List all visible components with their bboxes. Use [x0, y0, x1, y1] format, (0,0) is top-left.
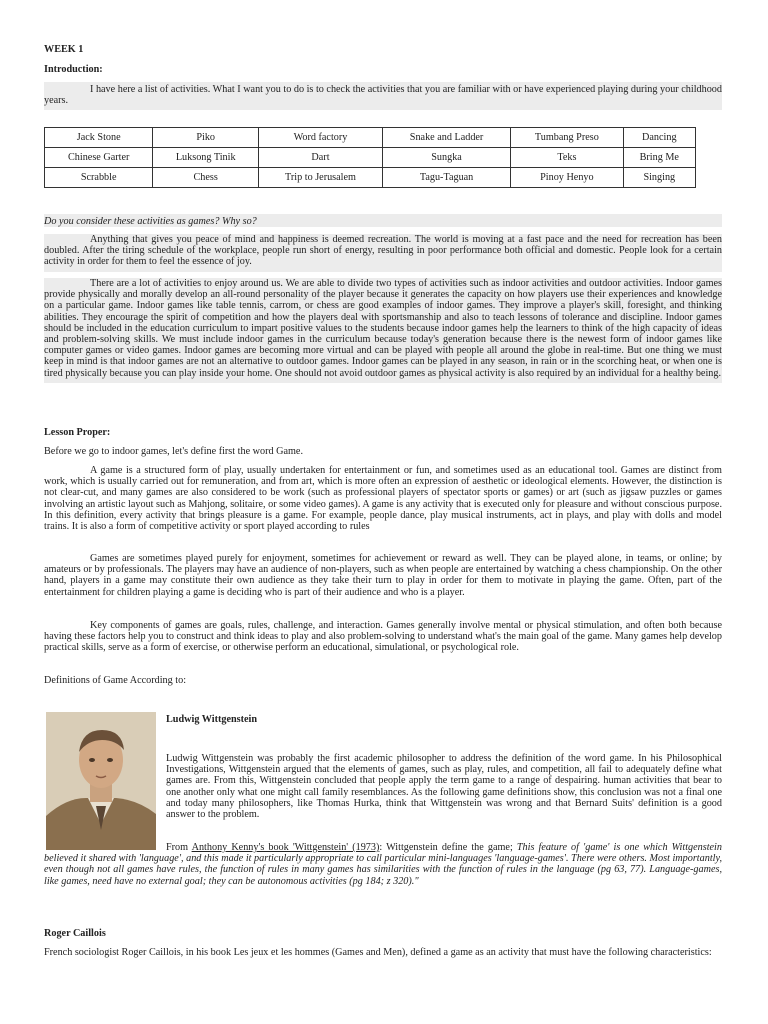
activity-cell: Tumbang Preso [511, 128, 623, 148]
intro-heading: Introduction: [44, 64, 103, 75]
activity-cell: Tagu-Taguan [382, 168, 510, 188]
caillois-paragraph: French sociologist Roger Caillois, in his book Les jeux et les hommes (Games and Men), defined a game as an activity that must have the following characteristics: [44, 947, 712, 958]
activity-cell: Piko [153, 128, 259, 148]
citation-from: From [166, 842, 189, 853]
activity-cell: Trip to Jerusalem [259, 168, 383, 188]
activity-cell: Chinese Garter [45, 148, 153, 168]
activities-row [45, 168, 696, 188]
activity-cell: Sungka [382, 148, 510, 168]
citation-quote: This feature of 'game' is one which Wittgenstein believed it shared with 'language', and this made it particularly appropriate to call particular mini-languages 'language-games'. There were others. Most importantly, even though not all games have rules, the function of rules in many games has similarities with the function of rules in the language (pg 63, 77). Language-games, like games, need have no external goal; they can be autonomous activities (pg 184; z 320)." [44, 842, 722, 887]
activities-row [45, 148, 696, 168]
activity-cell: Bring Me [623, 148, 695, 168]
activity-cell: Dancing [623, 128, 695, 148]
wittgenstein-name: Ludwig Wittgenstein [166, 714, 258, 725]
activity-cell: Chess [153, 168, 259, 188]
question-text: Do you consider these activities as games? Why so? [44, 214, 722, 227]
wittgenstein-citation [44, 842, 722, 887]
intro-text: I have here a list of activities. What I want you to do is to check the activities that you are familiar with or have experienced playing during your childhood years. [44, 82, 722, 110]
activities-row [45, 128, 696, 148]
lesson-intro: Before we go to indoor games, let's define first the word Game. [44, 446, 303, 457]
activities-table [44, 127, 696, 188]
lesson-heading: Lesson Proper: [44, 427, 111, 438]
kenny-book-link[interactable]: Anthony Kenny's book 'Wittgenstein' (1973) [191, 842, 380, 853]
lesson-paragraph-3: Key components of games are goals, rules, challenge, and interaction. Games generally involve mental or physical stimulation, and often both because having these factors help you to construct and think ideas to play and also problem-solving to understand what's the main goal of the game. Many games help develop practical skills, serve as a form of exercise, or otherwise perform an educational, simulational, or psychological role. [44, 620, 722, 654]
activity-cell: Pinoy Henyo [511, 168, 623, 188]
wittgenstein-portrait [46, 712, 156, 850]
activity-cell: Scrabble [45, 168, 153, 188]
lesson-paragraph-2: Games are sometimes played purely for enjoyment, sometimes for achievement or reward as well. They can be played alone, in teams, or online; by amateurs or by professionals. The players may have an audience of non-players, such as when people are entertained by watching a chess championship. On the other hand, players in a game may constitute their own audience as they take their turn to play in order for them to motivate in playing the game. Often, part of the entertainment for children playing a game is deciding who is part of their audience and who is a player. [44, 553, 722, 598]
lesson-paragraph-1: A game is a structured form of play, usually undertaken for entertainment or fun, and sometimes used as an educational tool. Games are distinct from work, which is usually carried out for remuneration, and from art, which is more often an expression of aesthetic or ideological elements. However, the distinction is not clear-cut, and many games are also considered to be work (such as professional players of spectator sports or games) or art (such as jigsaw puzzles or games involving an artistic layout such as Mahjong, solitaire, or some video games). A game is any activity that is executed only for pleasure and without conscious purpose. In this definition, every activity that brings pleasure is a game. For example, people dance, play musical instruments, act in plays, and play with dolls and model trains. It is also a form of competitive activity or sport played according to rules [44, 465, 722, 533]
activity-cell: Snake and Ladder [382, 128, 510, 148]
caillois-name: Roger Caillois [44, 928, 106, 939]
activity-cell: Singing [623, 168, 695, 188]
answer-paragraph-1: Anything that gives you peace of mind and happiness is deemed recreation. The world is moving at a fast pace and the need for recreation has been doubled. After the tiring schedule of the workplace, people run short of energy, resulting in poor performance both official and domestic. People look for a certain activity in order for them to feel the essence of joy. [44, 234, 722, 272]
activity-cell: Teks [511, 148, 623, 168]
activity-cell: Luksong Tinik [153, 148, 259, 168]
activity-cell: Jack Stone [45, 128, 153, 148]
wittgenstein-paragraph: Ludwig Wittgenstein was probably the first academic philosopher to address the definition of the word game. In his Philosophical Investigations, Wittgenstein argued that the elements of games, such as play, rules, and competition, all fail to adequately define what games are. From this, Wittgenstein concluded that people apply the term game to a range of despairing. human activities that bear to one another only what one might call family resemblances. As the following game definitions show, this conclusion was not a final one and today many philosophers, like Thomas Hurka, think that Wittgenstein was wrong and that Bernard Suits' definition is a good answer to the problem. [166, 753, 722, 821]
definitions-heading: Definitions of Game According to: [44, 675, 187, 686]
answer-paragraph-2: There are a lot of activities to enjoy around us. We are able to divide two types of activities such as indoor activities and outdoor activities. Indoor games provide physically and morally develop an all-round personality of the player because it generates the capacity on how players use their experiences and knowledge on a particular game. Indoor games like table tennis, carrom, or chess are good examples of indoor games. They improve a player's skill, foresight, and thinking abilities. They encourage the spirit of competition and how the players deal with sportsmanship and also to teach lessons of tolerance and discipline. Indoor games should be included in the education curriculum to impart positive values to the students because indoor games help the learners to think of the high capacity of ideas and problem-solving skills. We must include indoor games in the curriculum because today's generation because there is the newest form of indoor games like computer games or video games. Indoor games are becoming more virtual and can be played with people all around the globe in real-time. But one thing we must keep in mind is that indoor games are not an alternative to outdoor games. Indoor games can be played in any season, in rain or in the scorching heat, or when one is tired physically because you can play inside your home. One should not avoid outdoor games as physical activity is also required by an individual for a healthy being. [44, 278, 722, 383]
activity-cell: Dart [259, 148, 383, 168]
week-label: WEEK 1 [44, 44, 84, 55]
activity-cell: Word factory [259, 128, 383, 148]
citation-lead: : Wittgenstein define the game; [379, 842, 517, 853]
